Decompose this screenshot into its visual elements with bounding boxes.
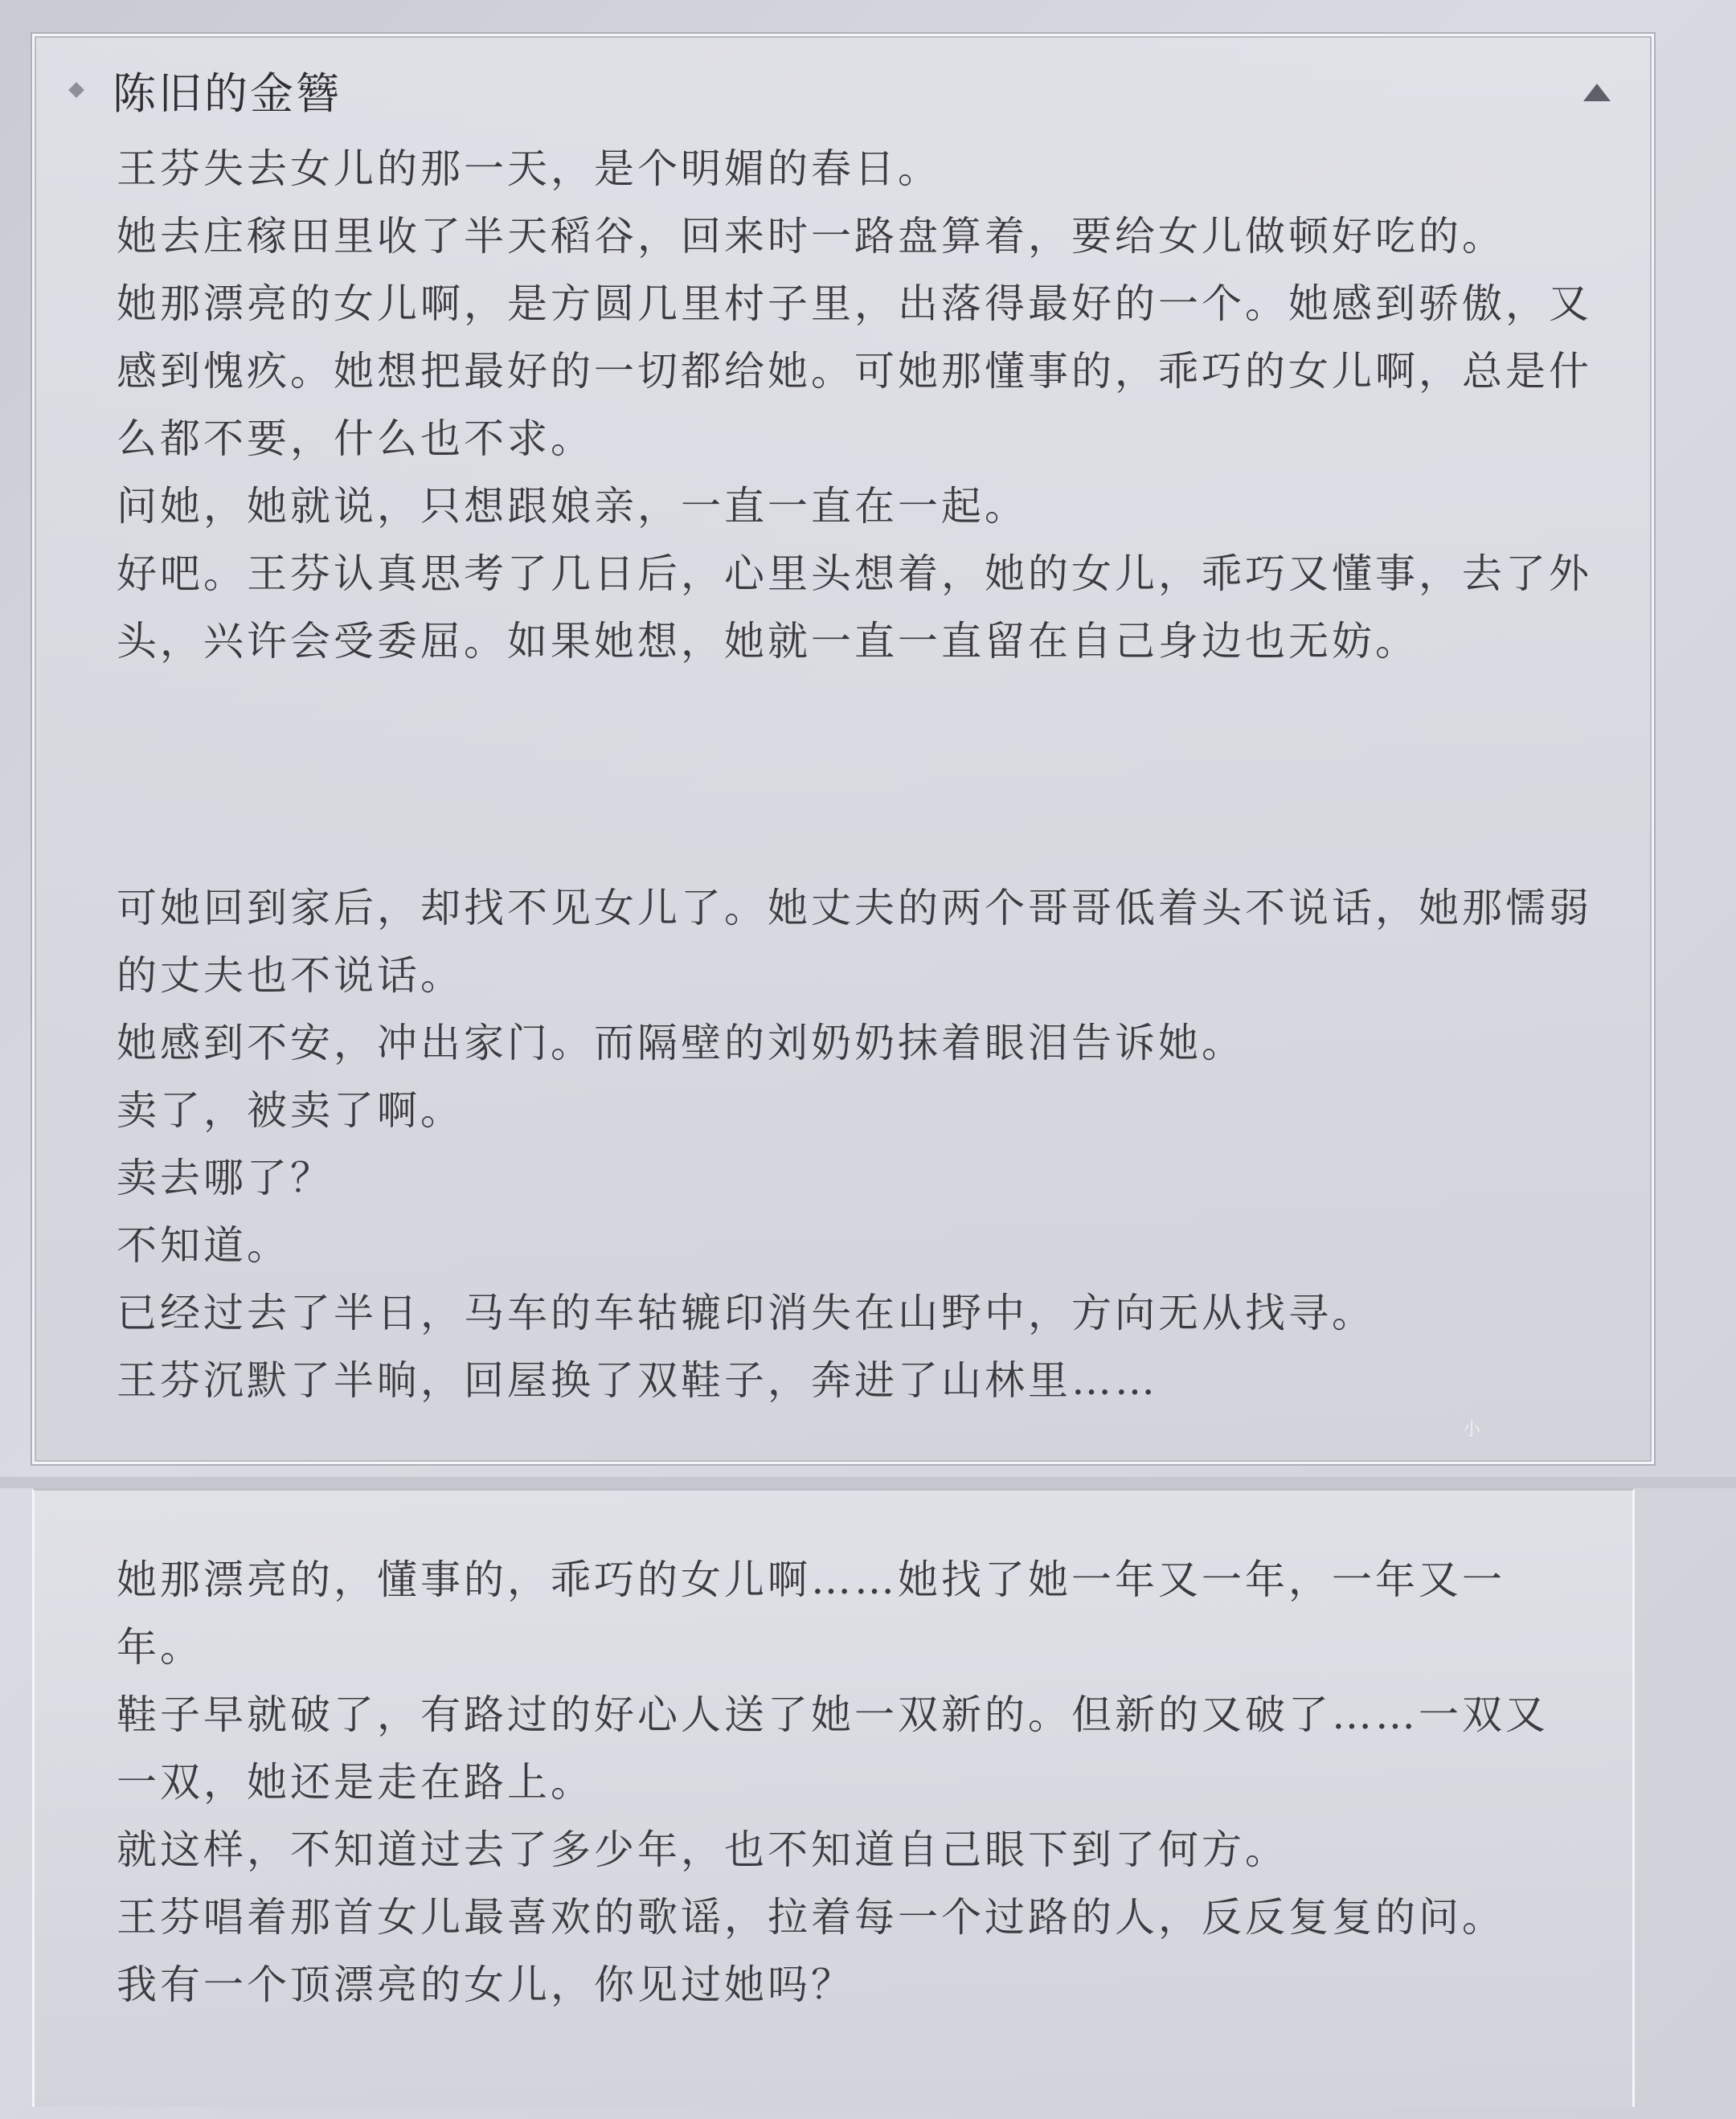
story-section-1	[117, 135, 1595, 675]
story-paragraph: 她那漂亮的，懂事的，乖巧的女儿啊……她找了她一年又一年，一年又一年。	[117, 1557, 1505, 1671]
story-paragraph: 问她，她就说，只想跟娘亲，一直一直在一起。	[117, 483, 1028, 530]
story-paragraph: 王芬唱着那首女儿最喜欢的歌谣，拉着每一个过路的人，反反复复的问。	[117, 1894, 1505, 1941]
story-paragraph: 可她回到家后，却找不见女儿了。她丈夫的两个哥哥低着头不说话，她那懦弱的丈夫也不说话。	[117, 885, 1592, 999]
story-paragraph: 不知道。	[117, 1222, 290, 1269]
story-paragraph: 卖去哪了？	[117, 1155, 334, 1201]
story-paragraph: 鞋子早就破了，有路过的好心人送了她一双新的。但新的又破了……一双又一双，她还是走在路上。	[117, 1692, 1549, 1806]
story-paragraph: 她感到不安，冲出家门。而隔壁的刘奶奶抹着眼泪告诉她。	[117, 1020, 1245, 1066]
diamond-icon	[68, 82, 84, 98]
triangle-up-icon[interactable]	[1583, 84, 1611, 101]
story-paragraph: 已经过去了半日，马车的车轱辘印消失在山野中，方向无从找寻。	[117, 1290, 1375, 1336]
story-paragraph: 好吧。王芬认真思考了几日后，心里头想着，她的女儿，乖巧又懂事，去了外头，兴许会受委屈。如果她想，她就一直一直留在自己身边也无妨。	[117, 550, 1592, 665]
story-section-3	[117, 1546, 1587, 2019]
story-section-2	[117, 874, 1595, 1414]
story-paragraph: 王芬失去女儿的那一天，是个明媚的春日。	[117, 145, 941, 192]
story-paragraph: 卖了，被卖了啊。	[117, 1087, 464, 1134]
story-paragraph: 我有一个顶漂亮的女儿，你见过她吗？	[117, 1962, 854, 2008]
story-paragraph: 就这样，不知道过去了多少年，也不知道自己眼下到了何方。	[117, 1827, 1288, 1873]
story-paragraph: 她那漂亮的女儿啊，是方圆几里村子里，出落得最好的一个。她感到骄傲，又感到愧疚。她想把最好的一切都给她。可她那懂事的，乖巧的女儿啊，总是什么都不要，什么也不求。	[117, 280, 1592, 462]
story-paragraph: 王芬沉默了半晌，回屋换了双鞋子，奔进了山林里……	[117, 1357, 1158, 1404]
header[interactable]	[71, 66, 342, 119]
page-title: 陈旧的金簪	[113, 67, 342, 119]
watermark: 小	[1463, 1420, 1481, 1440]
story-paragraph: 她去庄稼田里收了半天稻谷，回来时一路盘算着，要给女儿做顿好吃的。	[117, 213, 1505, 260]
screenshot-seam	[0, 1477, 1736, 1488]
